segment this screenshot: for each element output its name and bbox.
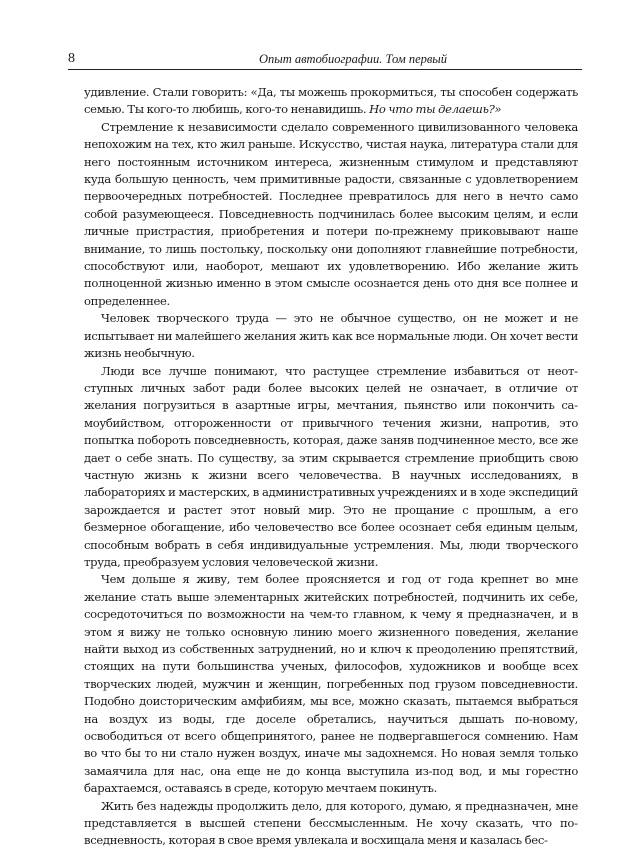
paragraph-5: Чем дольше я живу, тем более проясняется и год от года крепнет во мне желание стать выше элементарных житейских потребностей, подчинить их себе, сосредоточиться по возможности на чем-то главном, к чему я предназначен, и в этом я вижу не только основную линию моего жизненного поведения, желание найти выход из собственных затруднений, но и ключ к преодолению препятствий, стоящих на пути большинства ученых, философов, художников и вообще всех творческих людей, мужчин и женщин, погребенных под грузом повседневности. Подобно доисторическим амфибиям, мы все, можно сказать, пытаемся выбраться на воздух из воды, где доселе обретались, научиться дышать по-новому, освободиться от всего общепринятого, ранее не подвергавшегося сомнению. Нам во что бы то ни стало нужен воздух, иначе мы задохнемся. Но новая земля только замаячила для нас, она еще не до конца выступила из-под вод, и мы горестно барахтаемся, оставаясь в среде, которую мечтаем покинуть. bbox=[84, 572, 578, 796]
running-header bbox=[68, 49, 582, 70]
running-title: Опыт автобиографии. Том первый bbox=[258, 52, 448, 66]
paragraph-3: Человек творческого труда — это не обычное существо, он не может и не испытывает ни малейшего желания жить как все нормальные люди. Он хочет вести жизнь необычную. bbox=[84, 311, 578, 361]
body-text bbox=[84, 84, 578, 850]
paragraph-1-italic: Но что ты делаешь?» bbox=[369, 102, 502, 117]
paragraph-1 bbox=[84, 84, 578, 119]
page-number: 8 bbox=[68, 51, 75, 66]
paragraph-2: Стремление к независимости сделало современного цивилизованного человека непохожим на тех, кто жил раньше. Искусство, чистая наука, литература стали для него постоянным источником интереса, жизненным стимулом и представляют куда большую ценность, чем примитивные радости, связанные с удовлетворением первоочередных потребностей. Последнее превратилось для него в нечто само собой разумеющееся. Повседневность подчинилась более высоким целям, и если личные пристрастия, приобретения и потери по-прежнему приковывают наше внимание, то лишь постольку, поскольку они дополняют главнейшие потребности, способствуют или, наоборот, мешают их удовлетворению. Ибо желание жить полноценной жизнью именно в этом смысле осознается день ото дня все полнее и определеннее. bbox=[84, 119, 578, 308]
paragraph-1-text: удивление. Стали говорить: «Да, ты можешь прокормиться, ты способен содержать семью. Ты кого-то любишь, кого-то ненавидишь. bbox=[84, 85, 578, 117]
paragraph-4: Люди все лучше понимают, что растущее стремление избавиться от неотступных личных забот ради более высоких целей не означает, в отличие от желания погрузиться в азартные игры, мечтания, пьянство или покончить самоубийством, отгороженности от привычного течения жизни, напротив, это попытка побороть повседневность, которая, даже заняв подчиненное место, все же дает о себе знать. По существу, за этим скрывается стремление приобщить свою частную жизнь к жизни всего человечества. В научных исследованиях, в лабораториях и мастерских, в административных учреждениях и в ходе экспедиций зарождается и растет этот новый мир. Это не прощание с прошлым, а его безмерное обогащение, ибо человечество все более осознает себя единым целым, способным вобрать в себя индивидуальные устремления. Мы, люди творческого труда, преобразуем условия человеческой жизни. bbox=[84, 363, 578, 569]
paragraph-6: Жить без надежды продолжить дело, для которого, думаю, я предназначен, мне представляется в высшей степени бессмысленным. Не хочу сказать, что повседневность, которая в свое время увлекала и восхищала меня и казалась бес- bbox=[84, 798, 578, 848]
